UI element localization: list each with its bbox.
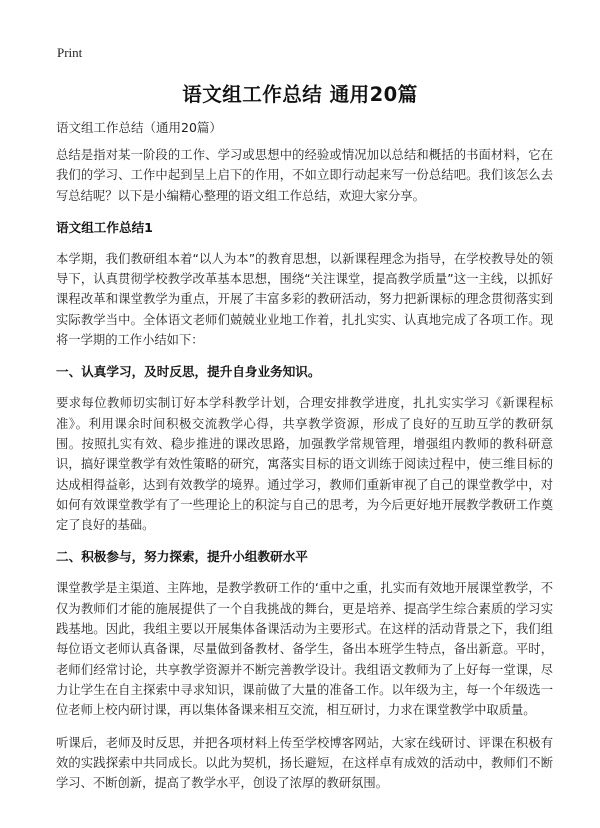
subsection-paragraph: 要求每位教师切实制订好本学科教学计划，合理安排教学进度，扎扎实实学习《新课程标准》。利用课余时间积极交流教学心得，共享教学资源，形成了良好的互助互学的教研氛围。按照扎实有效、稳步推进的课改思路，加强教学常规管理，增强组内教师的教科研意识，搞好课堂教学有效性策略的研究，寓落实目标的语文训练于阅读过程中，使三维目标的达成相得益彰，达到有效教学的境界。通过学习，教师们重新审视了自己的课堂教学中，对如何有效课堂教学有了一些理论上的积淀与自己的思考，为今后更好地开展教学教研工作奠定了良好的基础。 — [56, 396, 553, 533]
subsection-heading: 二、积极参与，努力探索，提升小组教研水平 — [56, 549, 308, 565]
article-body — [56, 118, 553, 805]
subsection-paragraph: 听课后，老师及时反思，并把各项材料上传至学校博客网站，大家在线研讨、评课在积极有效的实践探索中共同成长。以此为契机，扬长避短，在这样卓有成效的活动中，教师们不断学习、不断创新，提高了教学水平，创设了浓厚的教研氛围。 — [56, 735, 553, 791]
subsection-paragraph: 课堂教学是主渠道、主阵地，是教学教研工作的‘重中之重，扎实而有效地开展课堂教学，不仅为教师们才能的施展提供了一个自我挑战的舞台，更是培养、提高学生综合素质的学习实践基地。因此，我组主要以开展集体备课活动为主要形式。在这样的活动背景之下，我们组每位语文老师认真备课，尽量做到备教材、备学生，备出本班学生特点，备出新意。平时，老师们经常讨论，共享教学资源并不断完善教学设计。我组语文教师为了上好每一堂课，尽力让学生在自主探索中寻求知识，课前做了大量的准备工作。以年级为主，每一个年级选一位老师上校内研讨课，再以集体备课来相互交流，相互研讨，力求在课堂教学中取质量。 — [56, 581, 553, 718]
subsection-heading: 一、认真学习，及时反思，提升自身业务知识。 — [56, 364, 321, 380]
intro-paragraph: 总结是指对某一阶段的工作、学习或思想中的经验或情况加以总结和概括的书面材料，它在我们的学习、工作中起到呈上启下的作用，不如立即行动起来写一份总结吧。我们该怎么去写总结呢？以下是小编精心整理的语文组工作总结，欢迎大家分享。 — [56, 148, 553, 203]
print-link[interactable]: Print — [57, 45, 83, 60]
article-subtitle: 语文组工作总结（通用20篇） — [56, 120, 222, 135]
section-paragraph: 本学期，我们教研组本着“以人为本”的教育思想，以新课程理念为指导，在学校教导处的领导下，认真贯彻学校教学改革基本思想，围绕“关注课堂，提高教学质量”这一主线，以抓好课程改革和课堂教学为重点，开展了丰富多彩的教研活动，努力把新课标的理念贯彻落实到实际教学当中。全体语文老师们兢兢业业地工作着，扎扎实实、认真地完成了各项工作。现将一学期的工作小结如下： — [56, 251, 553, 348]
section-heading: 语文组工作总结1 — [56, 219, 153, 235]
document-title: 语文组工作总结 通用20篇 — [182, 83, 418, 106]
